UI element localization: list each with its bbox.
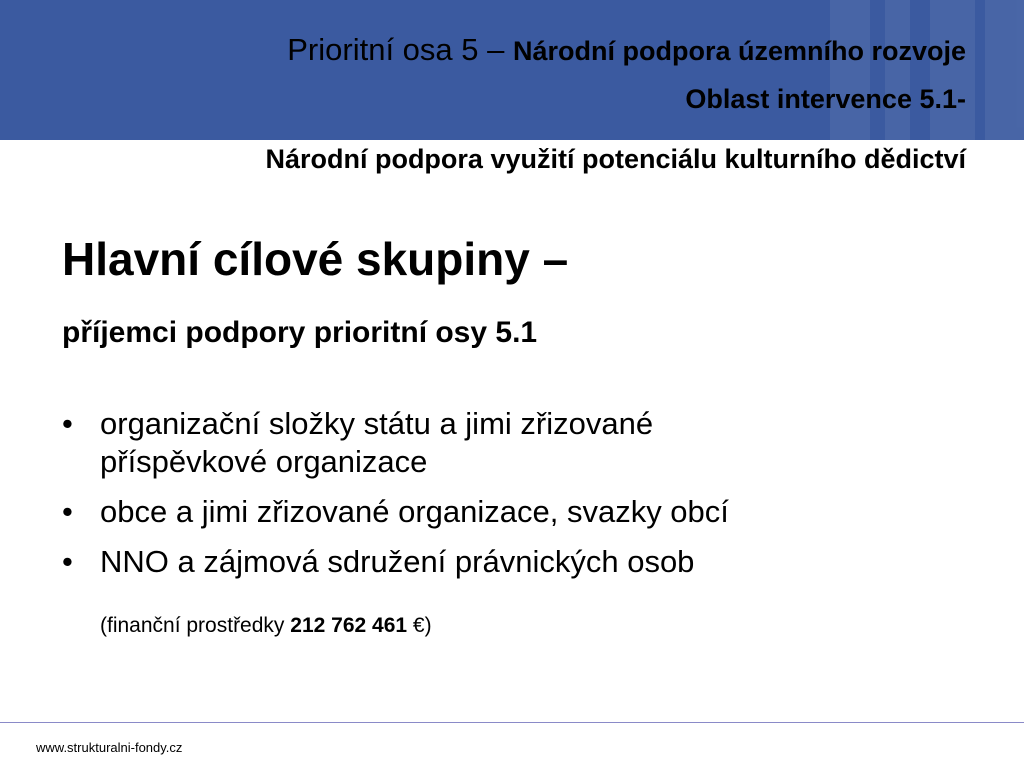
finance-suffix: €) (407, 614, 432, 637)
header-band (0, 0, 1024, 140)
footer-divider (0, 722, 1024, 723)
slide-subtitle-2: Národní podpora využití potenciálu kulturního dědictví (265, 144, 966, 174)
title-dash: – (478, 32, 513, 67)
list-item (62, 405, 962, 481)
header-decoration (930, 0, 975, 140)
bullet-icon: • (62, 544, 73, 579)
list-item-text: obce a jimi zřizované organizace, svazky obcí (100, 494, 729, 529)
main-heading: Hlavní cílové skupiny – (62, 233, 569, 285)
slide-subtitle: Oblast intervence 5.1- (685, 84, 966, 114)
main-subheading: příjemci podpory prioritní osy 5.1 (62, 316, 538, 349)
title-priority-axis: Prioritní osa 5 (287, 32, 479, 67)
finance-prefix: (finanční prostředky (100, 614, 291, 637)
finance-amount: 212 762 461 (290, 614, 408, 637)
title-axis-name: Národní podpora územního rozvoje (512, 36, 966, 66)
header-decoration (885, 0, 910, 140)
header-decoration (985, 0, 1024, 140)
list-item-text: příspěvkové organizace (100, 444, 428, 479)
list-item-text: organizační složky státu a jimi zřizované (100, 406, 654, 441)
header-decoration (830, 0, 870, 140)
footer-url: www.strukturalni-fondy.cz (36, 740, 183, 755)
bullet-icon: • (62, 406, 73, 441)
finance-note (100, 614, 432, 638)
target-groups-list (62, 405, 962, 593)
slide-title (287, 32, 966, 68)
list-item (62, 493, 962, 531)
bullet-icon: • (62, 494, 73, 529)
list-item (62, 543, 962, 581)
list-item-text: NNO a zájmová sdružení právnických osob (100, 544, 695, 579)
